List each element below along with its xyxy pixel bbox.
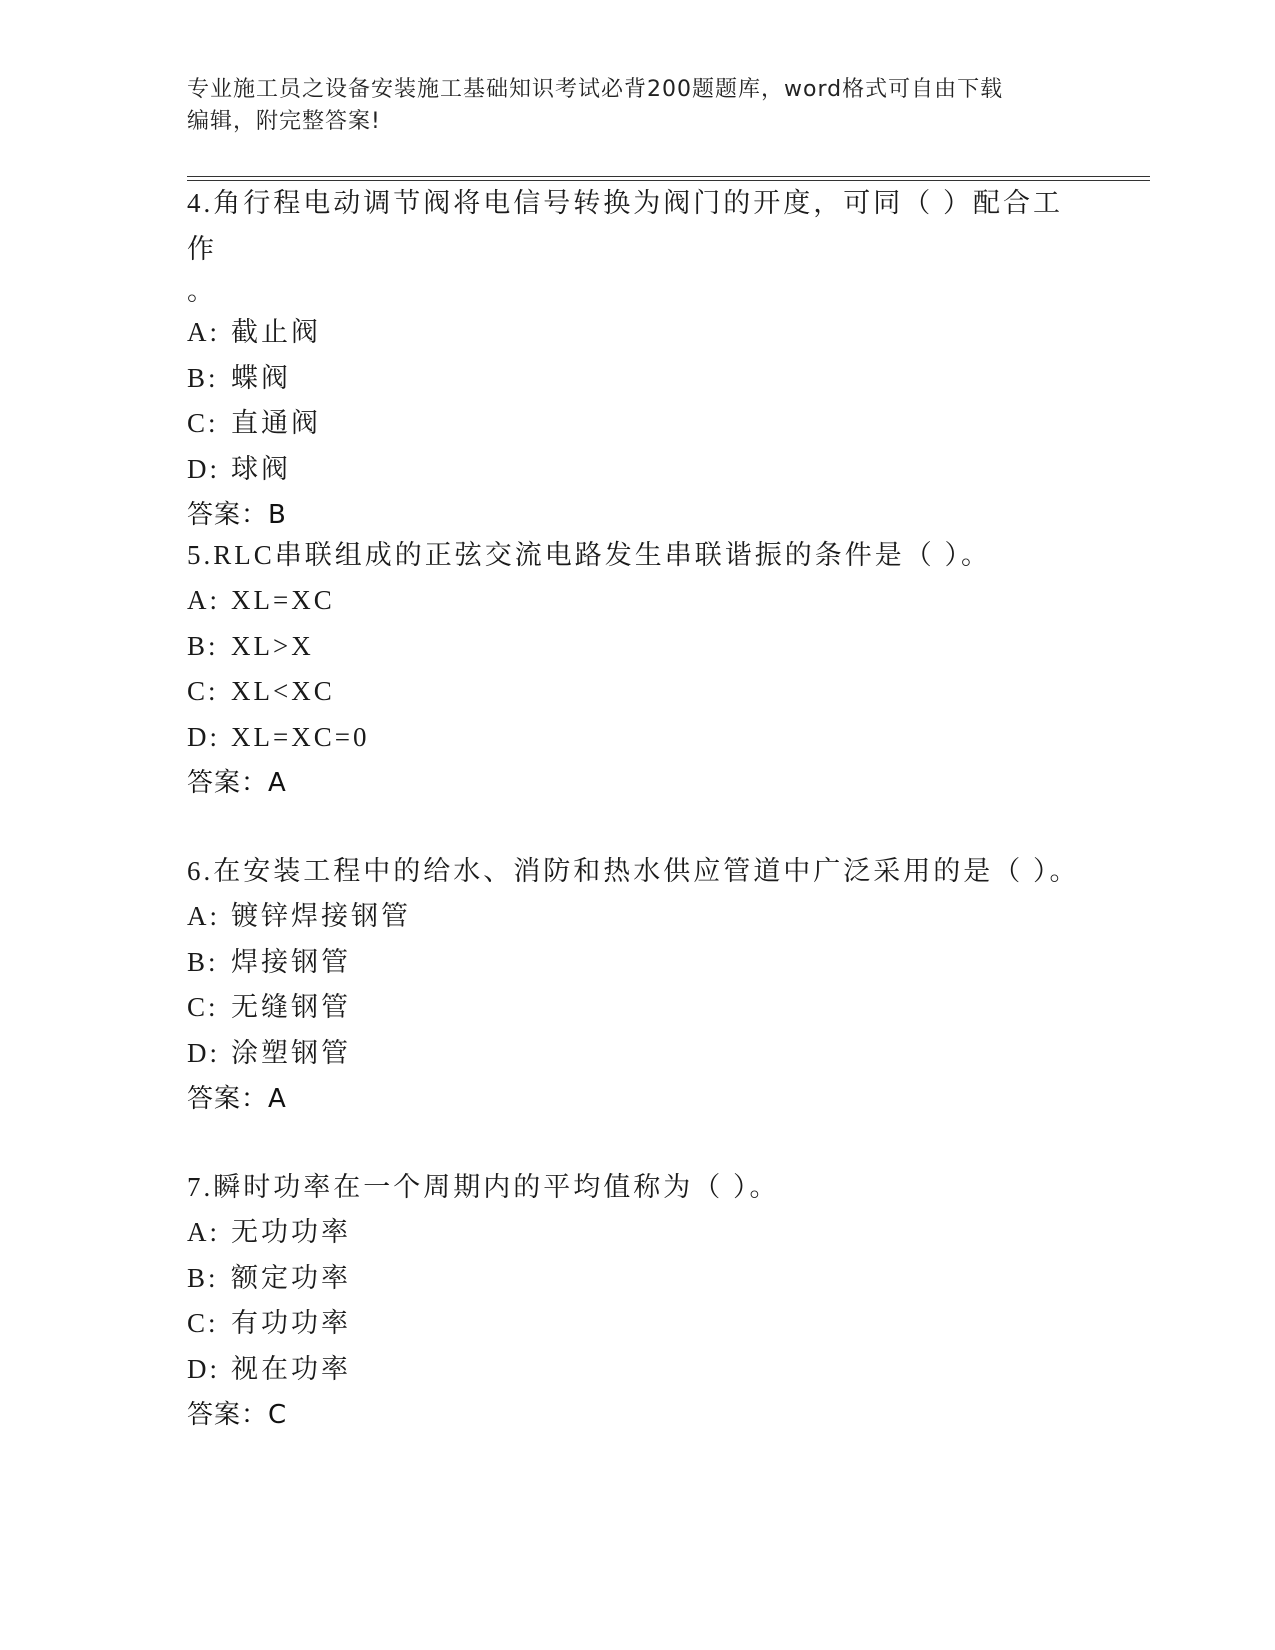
option-text: 蝶阀	[231, 362, 291, 393]
option-d	[187, 447, 1087, 493]
option-key: B:	[187, 362, 219, 393]
option-key: D:	[187, 721, 220, 752]
option-text: 直通阀	[231, 408, 321, 438]
option-key: A:	[187, 317, 220, 347]
option-list	[187, 1210, 1087, 1392]
option-list	[187, 894, 1087, 1076]
option-key: B:	[187, 946, 219, 977]
option-list	[187, 310, 1087, 492]
option-text: 额定功率	[231, 1262, 351, 1293]
option-key: D:	[187, 453, 220, 484]
option-c	[187, 985, 1087, 1031]
option-key: C:	[187, 676, 219, 706]
option-text: 视在功率	[231, 1353, 351, 1384]
option-key: A:	[187, 585, 220, 615]
header-line-2: 编辑，附完整答案!	[187, 109, 381, 134]
question-4	[187, 180, 1087, 538]
document-header	[187, 74, 1067, 138]
answer-line: 答案：C	[187, 1400, 288, 1430]
question-stem: 6.在安装工程中的给水、消防和热水供应管道中广泛采用的是（ ）。	[187, 856, 1080, 886]
option-text: 焊接钢管	[231, 946, 351, 977]
option-b	[187, 1256, 1087, 1302]
option-a	[187, 1210, 1087, 1256]
option-text: 无缝钢管	[231, 992, 351, 1022]
question-stem-continuation: 。	[187, 276, 214, 306]
option-c	[187, 669, 1087, 715]
option-text: XL=XC=0	[231, 721, 370, 752]
option-d	[187, 1031, 1087, 1077]
answer-line: 答案：B	[187, 500, 287, 530]
option-c	[187, 401, 1087, 447]
question-7	[187, 1164, 1087, 1438]
question-stem: 4.角行程电动调节阀将电信号转换为阀门的开度，可同（ ）配合工作	[187, 188, 1063, 264]
header-line-1: 专业施工员之设备安装施工基础知识考试必背200题题库，word格式可自由下载	[187, 77, 1004, 102]
question-5	[187, 532, 1087, 806]
answer-line: 答案：A	[187, 768, 287, 798]
option-key: B:	[187, 630, 219, 661]
option-text: 镀锌焊接钢管	[231, 901, 411, 931]
option-a	[187, 578, 1087, 624]
option-text: 涂塑钢管	[231, 1037, 351, 1068]
option-b	[187, 624, 1087, 670]
option-key: D:	[187, 1353, 220, 1384]
option-text: 球阀	[231, 453, 291, 484]
option-key: D:	[187, 1037, 220, 1068]
option-c	[187, 1301, 1087, 1347]
option-text: 无功功率	[231, 1217, 351, 1247]
option-key: C:	[187, 408, 219, 438]
question-stem: 5.RLC串联组成的正弦交流电路发生串联谐振的条件是（ ）。	[187, 540, 992, 570]
option-text: XL<XC	[231, 676, 335, 706]
option-text: XL>X	[231, 630, 314, 661]
option-text: 截止阀	[231, 317, 321, 347]
answer-line: 答案：A	[187, 1084, 287, 1114]
option-key: A:	[187, 1217, 220, 1247]
option-text: 有功功率	[231, 1308, 351, 1338]
option-list	[187, 578, 1087, 760]
option-a	[187, 894, 1087, 940]
option-b	[187, 356, 1087, 402]
option-b	[187, 940, 1087, 986]
question-6	[187, 848, 1087, 1122]
option-key: C:	[187, 1308, 219, 1338]
option-a	[187, 310, 1087, 356]
option-key: A:	[187, 901, 220, 931]
option-key: B:	[187, 1262, 219, 1293]
question-stem: 7.瞬时功率在一个周期内的平均值称为（ ）。	[187, 1172, 780, 1202]
option-text: XL=XC	[231, 585, 335, 615]
option-key: C:	[187, 992, 219, 1022]
option-d	[187, 715, 1087, 761]
option-d	[187, 1347, 1087, 1393]
